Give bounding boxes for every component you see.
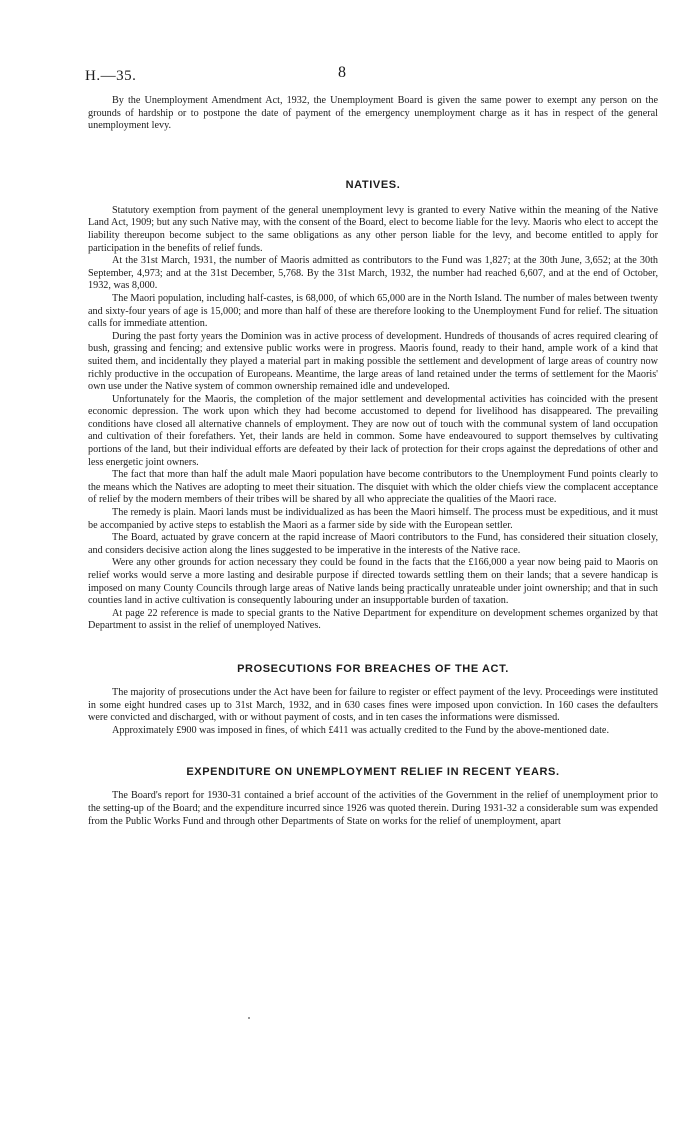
natives-paragraph: The fact that more than half the adult male Maori population have become contributors to the Unemployment Fund points clearly to the means which the Natives are adopting to meet their situation. The disquiet with which the older chiefs view the complacent acceptance of relief by the modern members of their tribes will be shared by all who appreciate the qualities of the Maori race. bbox=[88, 469, 658, 506]
print-speck bbox=[248, 1017, 250, 1019]
natives-paragraph: Were any other grounds for action necessary they could be found in the facts that the £166,000 a year now being paid to Maoris on relief works would serve a more lasting and desirable purpose if directed towards settling them on their lands; that a severe handicap is imposed on many County Councils through large areas of Native lands being practically unrateable under joint ownership; and that in such counties land in active cultivation is consequently labouring under an insupportable burden of taxation. bbox=[88, 557, 658, 607]
natives-paragraph: Unfortunately for the Maoris, the completion of the major settlement and developmental activities has coincided with the present economic depression. The work upon which they had become accustomed to depend for livelihood has disappeared. The prevailing conditions have closed all alternative channels of employment. They are now out of touch with the communal system of land occupation and cultivation of their forefathers. Yet, their lands are held in common. Some have endeavoured to support themselves by cultivating portions of the land, but their individual efforts are defeated by their lack of protection for their crops against the depredations of other and less energetic joint owners. bbox=[88, 393, 658, 468]
prosecutions-section bbox=[88, 687, 658, 737]
natives-paragraph: At the 31st March, 1931, the number of Maoris admitted as contributors to the Fund was 1,827; at the 30th June, 3,652; at the 30th September, 4,973; and at the 31st December, 5,768. By the 31st March, 1932, the number had reached 6,607, and at the end of October, 1932, was 8,000. bbox=[88, 255, 658, 292]
prosecutions-paragraph: The majority of prosecutions under the Act have been for failure to register or effect payment of the levy. Proceedings were instituted in some eight hundred cases up to 31st March, 1932, and in 630 cases fines were imposed upon conviction. In 160 cases the defaulters were convicted and discharged, with or without payment of costs, and in ten cases the informations were dismissed. bbox=[88, 686, 658, 724]
natives-paragraph: The Maori population, including half-castes, is 68,000, of which 65,000 are in the North Island. The number of males between twenty and sixty-four years of age is 15,000; and more than half of these are therefore looking to the Unemployment Fund for relief. The situation calls for immediate attention. bbox=[88, 292, 658, 330]
natives-paragraph: At page 22 reference is made to special grants to the Native Department for expenditure on development schemes organized by that Department to assist in the relief of unemployed Natives. bbox=[88, 607, 658, 632]
page-body bbox=[88, 95, 658, 828]
expenditure-paragraph: The Board's report for 1930-31 contained a brief account of the activities of the Government in the relief of unemployment prior to the setting-up of the Board; and the expenditure incurred since 1926 was quoted therein. During 1931-32 a considerable sum was expended from the Public Works Fund and through other Departments of State on works for the relief of unemployment, apart bbox=[88, 790, 658, 827]
natives-paragraph: Statutory exemption from payment of the general unemployment levy is granted to every Native within the meaning of the Native Land Act, 1909; but any such Native may, with the consent of the Board, elect to become liable for the levy. Maoris who elect to accept the liability thereupon become subject to the same obligations as any other person liable for the levy, and become entitled to apply for participation in the benefits of relief funds. bbox=[88, 204, 658, 254]
prosecutions-paragraph: Approximately £900 was imposed in fines, of which £411 was actually credited to the Fund by the above-mentioned date. bbox=[112, 724, 609, 736]
intro-paragraph: By the Unemployment Amendment Act, 1932, the Unemployment Board is given the same power to exempt any person on the grounds of hardship or to postpone the date of payment of the emergency unemployment charge as it has in respect of the general unemployment levy. bbox=[88, 95, 658, 132]
page-number: 8 bbox=[338, 64, 346, 81]
natives-heading: NATIVES. bbox=[345, 178, 401, 191]
natives-section bbox=[88, 205, 658, 633]
prosecutions-heading: PROSECUTIONS FOR BREACHES OF THE ACT. bbox=[237, 662, 509, 675]
document-reference: H.—35. bbox=[85, 68, 137, 84]
expenditure-section bbox=[88, 790, 658, 828]
natives-paragraph: During the past forty years the Dominion was in active process of development. Hundreds of thousands of acres required clearing of bush, grassing and fencing; and extensive public works were in progress. Maoris found, ready to their hand, ample work of a kind that suited them, and incidentally they played a material part in making possible the settlement and development of large areas of country now richly productive in the occupation of Europeans. Meantime, the large areas of land retained under the terms of settlement for the Maoris' own use under the Native system of common ownership remained idle and undeveloped. bbox=[88, 330, 658, 393]
natives-paragraph: The remedy is plain. Maori lands must be individualized as has been the Maori himself. The process must be expeditious, and it must be accompanied by active steps to establish the Maori as a farmer side by side with the European settler. bbox=[88, 507, 658, 531]
natives-paragraph: The Board, actuated by grave concern at the rapid increase of Maori contributors to the Fund, has considered their situation closely, and considers decisive action along the lines suggested to be imperative in the interests of the Native race. bbox=[88, 532, 658, 556]
expenditure-heading: EXPENDITURE ON UNEMPLOYMENT RELIEF IN RECENT YEARS. bbox=[186, 766, 560, 779]
